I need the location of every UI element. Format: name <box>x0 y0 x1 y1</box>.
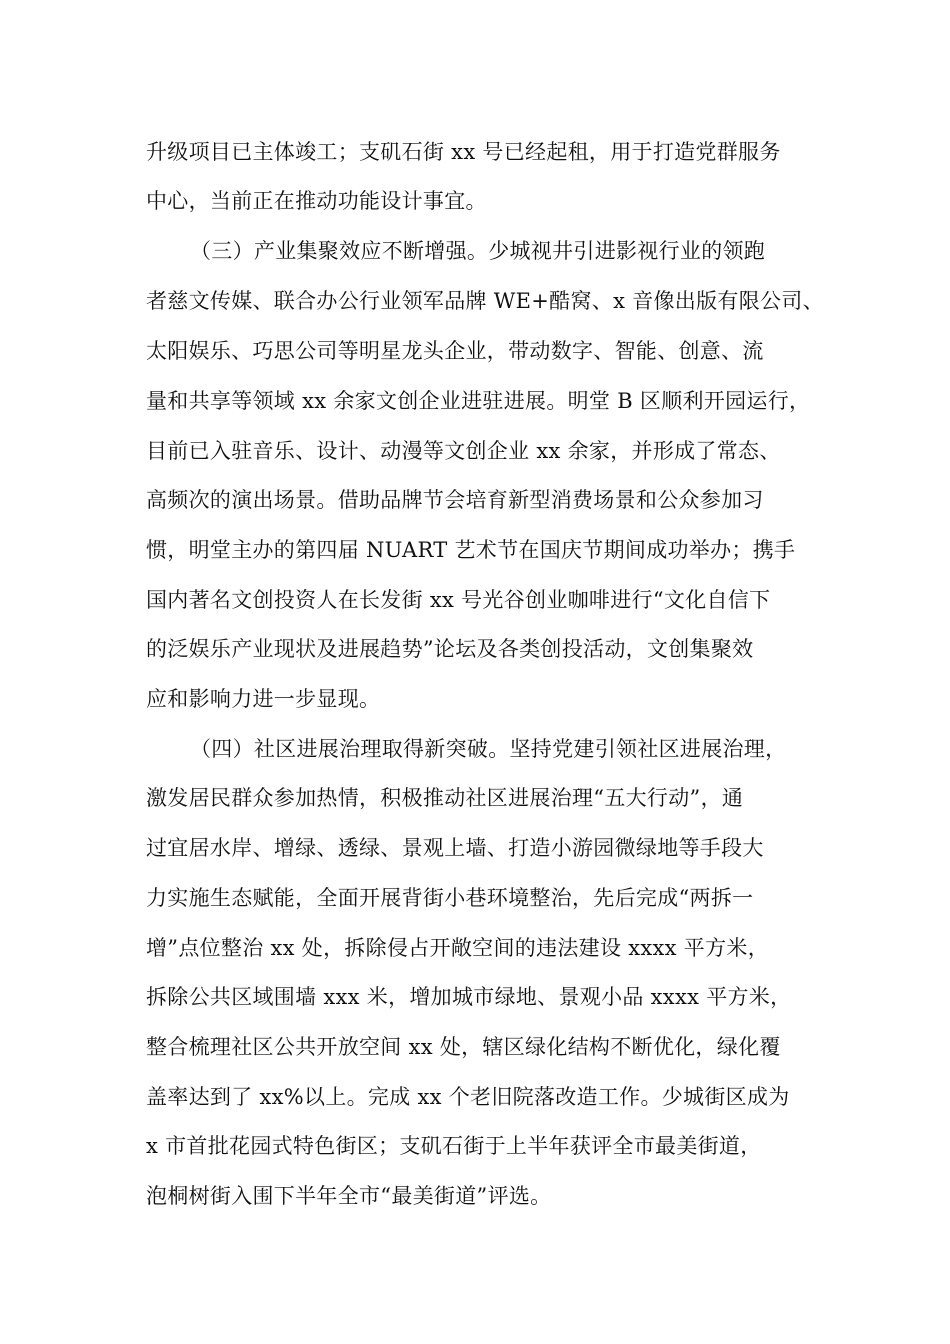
section-heading-4: （四）社区进展治理取得新突破。坚持党建引领社区进展治理， <box>190 737 787 761</box>
text-line: 高频次的演出场景。借助品牌节会培育新型消费场景和公众参加习 <box>146 488 764 512</box>
text-line: 惯，明堂主办的第四届 NUART 艺术节在国庆节期间成功举办；携手 <box>146 538 796 562</box>
text-line: 盖率达到了 xx%以上。完成 xx 个老旧院落改造工作。少城街区成为 <box>146 1085 790 1109</box>
section-heading-3: （三）产业集聚效应不断增强。少城视井引进影视行业的领跑 <box>190 239 766 263</box>
text-line: 拆除公共区域围墙 xxx 米，增加城市绿地、景观小品 xxxx 平方米， <box>146 985 792 1009</box>
text-line: 太阳娱乐、巧思公司等明星龙头企业，带动数字、智能、创意、流 <box>146 339 764 363</box>
text-line: 力实施生态赋能，全面开展背街小巷环境整治，先后完成“两拆一 <box>146 886 754 910</box>
text-line: 者慈文传媒、联合办公行业领军品牌 WE+酷窝、x 音像出版有限公司、 <box>146 289 824 313</box>
text-line: 目前已入驻音乐、设计、动漫等文创企业 xx 余家，并形成了常态、 <box>146 439 781 463</box>
text-line: 增”点位整治 xx 处，拆除侵占开敞空间的违法建设 xxxx 平方米， <box>146 936 769 960</box>
text-line: 应和影响力进一步显现。 <box>146 687 381 711</box>
text-line: 的泛娱乐产业现状及进展趋势”论坛及各类创投活动，文创集聚效 <box>146 637 754 661</box>
text-line: 国内著名文创投资人在长发街 xx 号光谷创业咖啡进行“文化自信下 <box>146 588 771 612</box>
text-line: 泡桐树街入围下半年全市“最美街道”评选。 <box>146 1184 552 1208</box>
text-line: 量和共享等领域 xx 余家文创企业进驻进展。明堂 B 区顺利开园运行， <box>146 389 811 413</box>
text-line: 整合梳理社区公共开放空间 xx 处，辖区绿化结构不断优化，绿化覆 <box>146 1035 781 1059</box>
text-line: 过宜居水岸、增绿、透绿、景观上墙、打造小游园微绿地等手段大 <box>146 836 764 860</box>
text-line: 激发居民群众参加热情，积极推动社区进展治理“五大行动”，通 <box>146 786 744 810</box>
text-line: 升级项目已主体竣工；支矶石街 xx 号已经起租，用于打造党群服务 <box>146 140 781 164</box>
text-line: 中心，当前正在推动功能设计事宜。 <box>146 189 487 213</box>
text-line: x 市首批花园式特色街区；支矶石街于上半年获评全市最美街道， <box>146 1134 762 1158</box>
